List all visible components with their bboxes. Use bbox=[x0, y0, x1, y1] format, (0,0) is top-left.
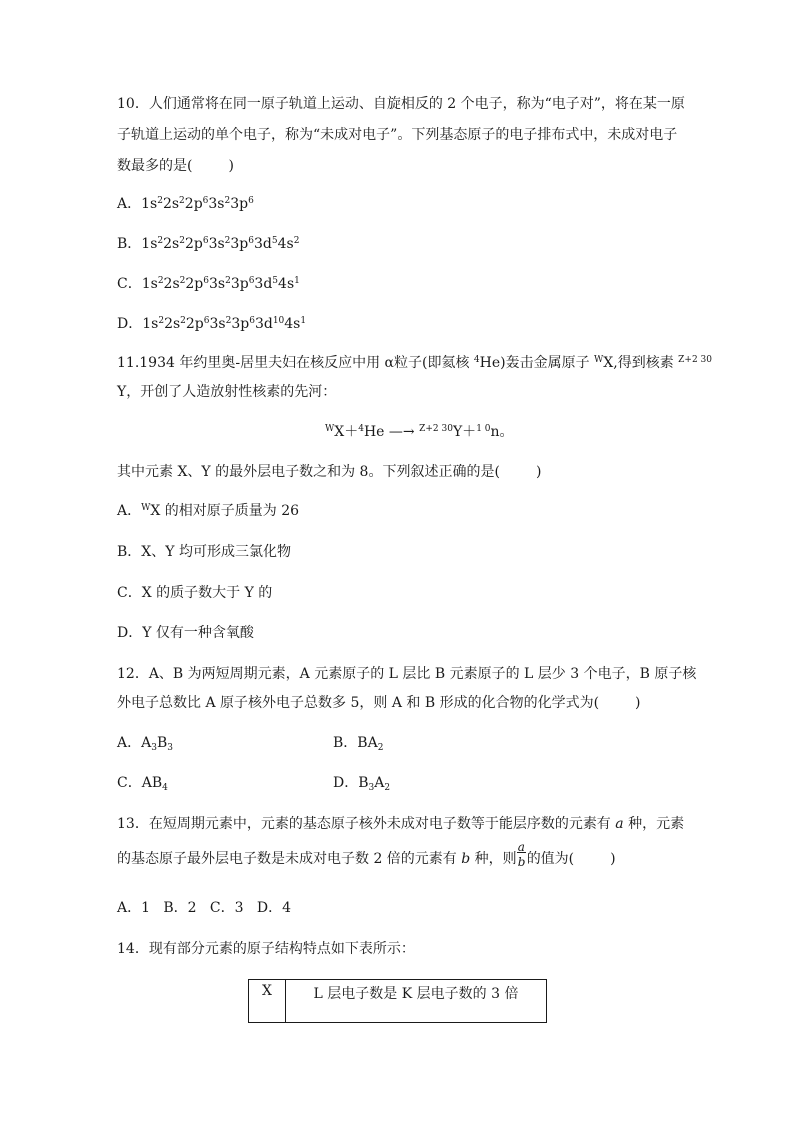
electron-count: 1 bbox=[300, 316, 307, 326]
orbital: 3s bbox=[209, 316, 226, 332]
q12-option-d: D．$B_3A_2$ bbox=[333, 775, 391, 793]
orbital: 3d bbox=[254, 276, 273, 292]
electron-count: 2 bbox=[224, 236, 231, 246]
electron-count: 2 bbox=[179, 276, 186, 286]
electron-count: 2 bbox=[157, 236, 164, 246]
element-structure-table bbox=[248, 979, 547, 1023]
option-label: A． bbox=[117, 196, 142, 212]
orbital: 3p bbox=[231, 316, 250, 332]
electron-count: 10 bbox=[272, 316, 285, 326]
orbital: 3s bbox=[208, 196, 225, 212]
orbital: 3s bbox=[208, 236, 225, 252]
q11-option-d: D．Y 仅有一种含氧酸 bbox=[117, 625, 254, 641]
electron-count: 2 bbox=[179, 236, 185, 246]
electron-count: 1 bbox=[294, 276, 300, 286]
orbital: 2p bbox=[184, 196, 203, 212]
q12-option-c: C．$AB_4$ bbox=[117, 775, 168, 793]
orbital: 1s bbox=[141, 236, 158, 252]
table-row bbox=[249, 980, 547, 1023]
orbital: 2s bbox=[164, 316, 181, 332]
q10-stem-line3: 数最多的是( ) bbox=[117, 158, 234, 174]
orbital: 2p bbox=[184, 236, 203, 252]
q12-stem-line1: 12．A、B 为两短周期元素，A 元素原子的 L 层比 B 元素原子的 L 层少 3 个电子，B 原子核 bbox=[117, 666, 697, 682]
electron-count: 6 bbox=[202, 196, 209, 206]
electron-count: 2 bbox=[224, 196, 231, 206]
orbital: 3d bbox=[254, 316, 273, 332]
electron-count: 6 bbox=[248, 196, 254, 206]
electron-count: 6 bbox=[248, 276, 255, 286]
orbital: 2s bbox=[162, 196, 180, 212]
q10-option-b bbox=[117, 234, 299, 254]
q12-options-row1 bbox=[117, 733, 173, 753]
orbital: 3p bbox=[230, 196, 249, 212]
electron-count: 2 bbox=[293, 236, 300, 246]
orbital: 4s bbox=[284, 316, 301, 332]
fraction-a-over-b: $\frac{a}{b}$ bbox=[517, 840, 526, 869]
orbital: 2p bbox=[185, 276, 204, 292]
orbital: 2s bbox=[163, 236, 180, 252]
q14-stem: 14．现有部分元素的原子结构特点如下表所示： bbox=[117, 941, 415, 957]
orbital: 3d bbox=[254, 236, 272, 252]
orbital: 2p bbox=[185, 316, 204, 332]
electron-count: 2 bbox=[157, 276, 164, 286]
q11-nuclear-equation: $^W$X＋$^4$He —→ $^{Z+2 30}$Y＋$^{1 0}$n。 bbox=[325, 424, 514, 440]
q11-option-c: C．X 的质子数大于 Y 的 bbox=[117, 585, 273, 601]
option-label: C． bbox=[117, 276, 142, 292]
electron-count: 2 bbox=[157, 196, 163, 206]
q12-option-a: A．$A_3B_3$ bbox=[117, 735, 173, 753]
q10-stem-line1: 10．人们通常将在同一原子轨道上运动、自旋相反的 2 个电子，称为“电子对”，将在某一原 bbox=[117, 96, 685, 112]
q11-option-b: B．X、Y 均可形成三氯化物 bbox=[117, 544, 291, 560]
q10-option-d bbox=[117, 314, 306, 334]
orbital: 3p bbox=[230, 236, 249, 252]
orbital: 4s bbox=[277, 236, 294, 252]
q11-stem-line3: 其中元素 X、Y 的最外层电子数之和为 8。下列叙述正确的是( ) bbox=[117, 464, 542, 480]
electron-count: 6 bbox=[249, 316, 255, 326]
electron-count: 6 bbox=[248, 236, 254, 246]
q12-stem-line2: 外电子总数比 A 原子核外电子总数多 5，则 A 和 B 形成的化合物的化学式为( ) bbox=[117, 695, 641, 711]
electron-count: 6 bbox=[203, 316, 210, 326]
q11-option-a: A．$^W$X 的相对原子质量为 26 bbox=[117, 503, 300, 519]
electron-count: 2 bbox=[180, 316, 186, 326]
option-label: D． bbox=[117, 316, 143, 332]
q11-stem-line2: Y，开创了人造放射性核素的先河： bbox=[117, 384, 337, 400]
q13-options: A．1 B．2 C．3 D．4 bbox=[117, 900, 292, 916]
electron-count: 2 bbox=[225, 316, 232, 326]
q13-stem-line1: 13．在短周期元素中，元素的基态原子核外未成对电子数等于能层序数的元素有 a 种，元素 bbox=[117, 816, 685, 832]
table-cell-feature: L 层电子数是 K 层电子数的 3 倍 bbox=[286, 980, 547, 1023]
q13-stem-line2: 的基态原子最外层电子数是未成对电子数 2 倍的元素有 b 种，则 $\frac{a}{b}$ 的值为( ) bbox=[117, 840, 616, 869]
electron-count: 2 bbox=[158, 316, 165, 326]
orbital: 1s bbox=[142, 316, 159, 332]
electron-count: 6 bbox=[202, 236, 209, 246]
option-label: B． bbox=[117, 236, 142, 252]
electron-count: 2 bbox=[179, 196, 185, 206]
electron-count: 5 bbox=[271, 236, 278, 246]
q11-stem-line1: 11.1934 年约里奥-居里夫妇在核反应中用 α粒子(即氦核 $^4$He)轰击金属原子 $^W$X,得到核素 $^{Z+2 30}$ bbox=[117, 355, 713, 371]
q10-option-c bbox=[117, 274, 300, 294]
orbital: 3s bbox=[208, 276, 226, 292]
table-cell-element: X bbox=[249, 980, 286, 1023]
q10-stem-line2: 子轨道上运动的单个电子，称为“未成对电子”。下列基态原子的电子排布式中，未成对电子 bbox=[117, 127, 678, 143]
orbital: 1s bbox=[141, 196, 158, 212]
orbital: 1s bbox=[141, 276, 158, 292]
electron-count: 2 bbox=[225, 276, 231, 286]
orbital: 2s bbox=[163, 276, 180, 292]
q10-option-a bbox=[117, 194, 254, 214]
electron-count: 6 bbox=[203, 276, 209, 286]
electron-count: 5 bbox=[272, 276, 279, 286]
orbital: 3p bbox=[230, 276, 249, 292]
q12-option-b: B．$BA_2$ bbox=[333, 735, 384, 753]
orbital: 4s bbox=[278, 276, 295, 292]
